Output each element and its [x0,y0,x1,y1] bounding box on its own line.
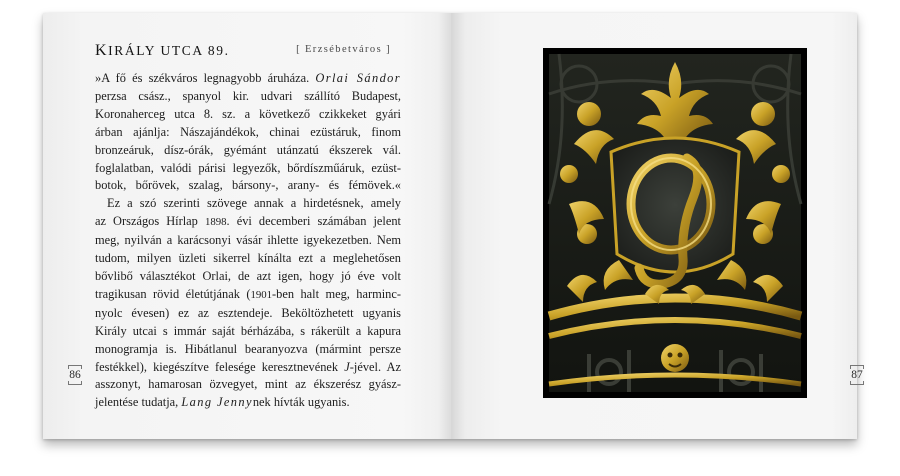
right-page [451,13,863,439]
text-line: Ez a szó szerinti szövege annak a hirdetésnek, amely [107,196,401,211]
text-line: jelentése tudatja, Lang Jennynek hívták ugyanis. [95,395,350,410]
text-line: Király utcai s immár saját bérházába, s rákerült a kapura [95,323,401,338]
text-line: monogramja is. Hibátlanul bearanyozva (mármint persze [95,341,401,356]
text-line: botok, bőrövek, szalag, bársony-, arany- és fémövek.« [95,178,401,193]
district-label: [ Erzsébetváros ] [296,44,391,55]
text-line: bővlibő választékot Orlai, de azt igen, hogy jó éve volt [95,268,401,283]
gilded-wrought-iron-monogram-photo [543,48,807,398]
text-line: perzsa csász., spanyol kir. udvari szállító Budapest, [95,88,401,103]
text-line: tudom, milyen üzleti sikerrel kínálta ezt a meglehetősen [95,251,401,266]
monogram-illustration [549,54,801,392]
name-orlai-sandor: Orlai Sándor [315,71,401,85]
left-page [43,13,451,439]
text-line: árban ajánlja: Nászajándékok, chinai ezüstáruk, finom [95,124,401,139]
text-line: festékkel), kiegészítve felesége keresztnevének J-jével. Az [95,359,402,374]
page-header [95,42,391,62]
text-line: tragikusan rövid életútjának (1901-ben halt meg, harminc- [95,286,401,301]
bracket-bottom [850,381,864,385]
text-line: foglalatban, valódi párisi legyezők, bőrdíszműáruk, ezüst- [95,160,401,175]
page-number-left: 86 [65,365,85,385]
street-title: KIRÁLY UTCA 89. [95,42,230,59]
paragraph-commentary [95,195,401,412]
book-spread [43,13,863,439]
text-line: »A fő és székváros legnagyobb áruháza. Orlai Sándor [95,71,401,85]
bracket-bottom [68,381,82,385]
text-line: nyolc évesen) ez az esztendeje. Beköltözhetett ugyanis [95,305,401,320]
text-line: bronzeáruk, dísz-órák, gyémánt utánzatú ékszerek vál. [95,142,401,157]
text-line: az Országos Hírlap 1898. évi decemberi számában jelent [95,214,401,229]
body-text [95,70,401,412]
text-line: asszonyt, hamarosan özvegyet, mint az ékszerész gyász- [95,377,401,392]
paragraph-advertisement [95,70,401,195]
text-line: Koronaherceg utca 8. sz. a következő czikkeket gyári [95,106,401,121]
text-line: meg, nyilván a karácsonyi vásár ihlette igyekezetben. Nem [95,233,401,248]
name-lang-jenny: Lang Jenny [181,395,253,410]
page-number-right: 87 [847,365,867,385]
